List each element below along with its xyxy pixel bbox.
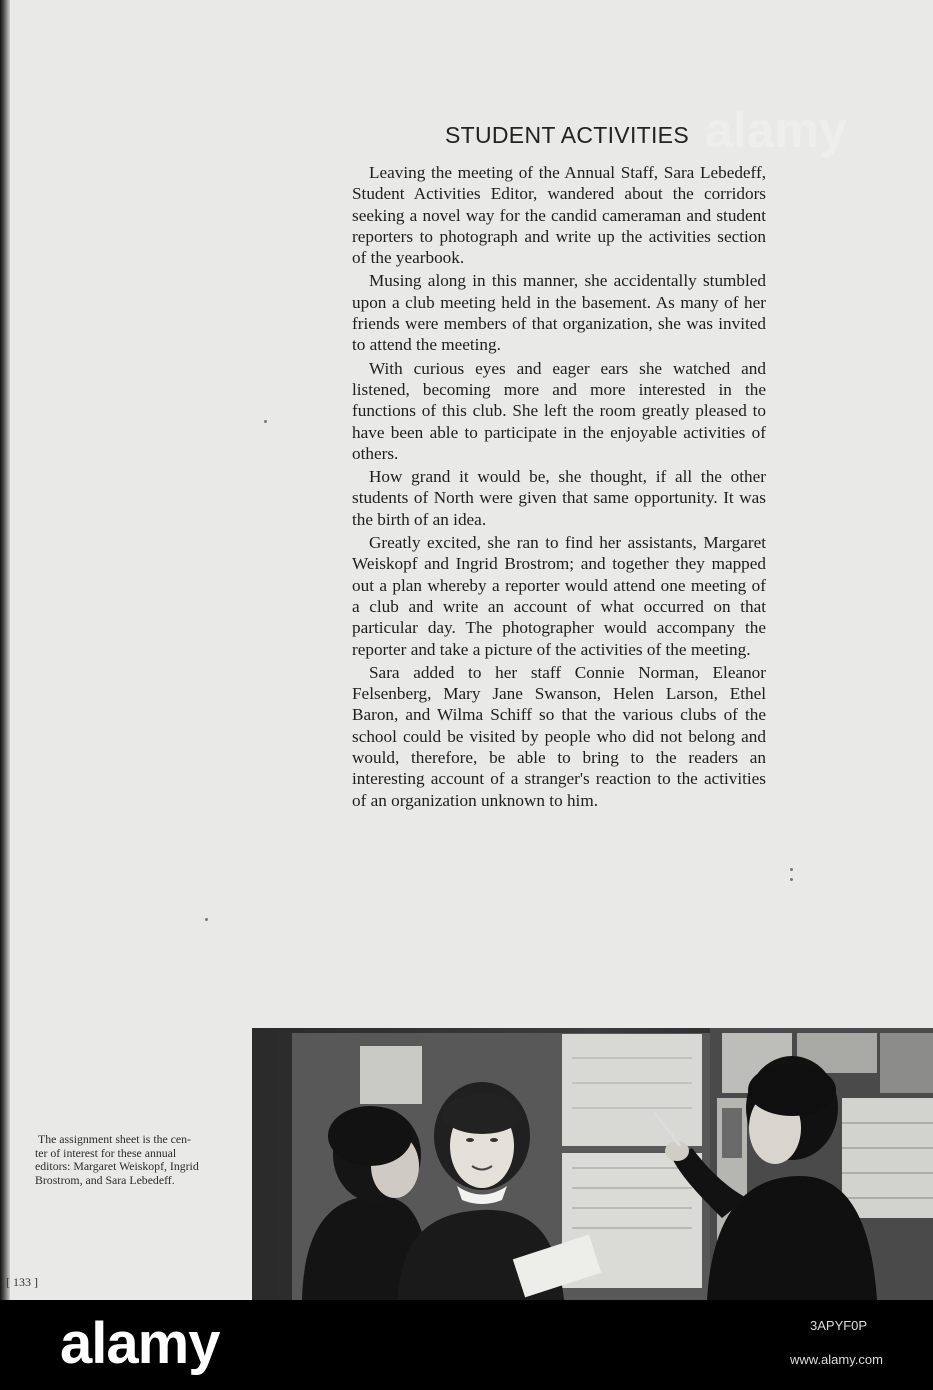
paragraph-3: With curious eyes and eager ears she watched and listened, becoming more and more interested in the functions of this club. She left the room greatly pleased to have been able to participate in the enjoyable activities of others. xyxy=(352,358,766,463)
photo-illustration xyxy=(252,1028,933,1300)
caption-line-2: ter of interest for these annual xyxy=(35,1145,177,1160)
paragraph-4: How grand it would be, she thought, if all the other students of North were given that same opportunity. It was the birth of an idea. xyxy=(352,467,766,529)
article-body xyxy=(352,162,766,813)
watermark-overlay: alamy xyxy=(705,102,847,158)
paper-speck xyxy=(790,878,793,881)
paragraph-2: Musing along in this manner, she accidentally stumbled upon a club meeting held in the basement. As many of her friends were members of that organization, she was invited to attend the meeting. xyxy=(352,271,766,355)
paper-speck xyxy=(264,420,267,423)
paragraph-5: Greatly excited, she ran to find her assistants, Margaret Weiskopf and Ingrid Brostrom; and together they mapped out a plan whereby a reporter would attend one meeting of a club and write an account of what occurred on that particular day. The photographer would accompany the reporter and take a picture of the activities of the meeting. xyxy=(352,533,766,659)
page-binding-shadow xyxy=(0,0,10,1300)
caption-line-1: The assignment sheet is the cen- xyxy=(38,1132,191,1146)
group-photo xyxy=(252,1028,933,1300)
image-id-label: 3APYF0P xyxy=(810,1318,868,1333)
paragraph-1: Leaving the meeting of the Annual Staff, Sara Lebedeff, Student Activities Editor, wandered about the corridors seeking a novel way for the candid cameraman and student reporters to photograph and write up the activities section of the yearbook. xyxy=(352,163,766,268)
site-url: www.alamy.com xyxy=(790,1352,883,1367)
paper-speck xyxy=(205,918,208,921)
paragraph-6: Sara added to her staff Connie Norman, Eleanor Felsenberg, Mary Jane Swanson, Helen Larson, Ethel Baron, and Wilma Schiff so that the various clubs of the school could be visited by people who did not belong and would, therefore, be able to bring to the readers an interesting account of a stranger's reaction to the activities of an organization unknown to him. xyxy=(352,662,766,810)
caption-line-4: Brostrom, and Sara Lebedeff. xyxy=(35,1172,175,1187)
caption-line-3: editors: Margaret Weiskopf, Ingrid xyxy=(35,1159,199,1174)
watermark-logo: alamy xyxy=(60,1311,220,1376)
page-title: STUDENT ACTIVITIES xyxy=(445,122,689,148)
page-number: [ 133 ] xyxy=(6,1275,38,1289)
photo-caption xyxy=(35,1133,231,1187)
paper-speck xyxy=(790,868,793,871)
